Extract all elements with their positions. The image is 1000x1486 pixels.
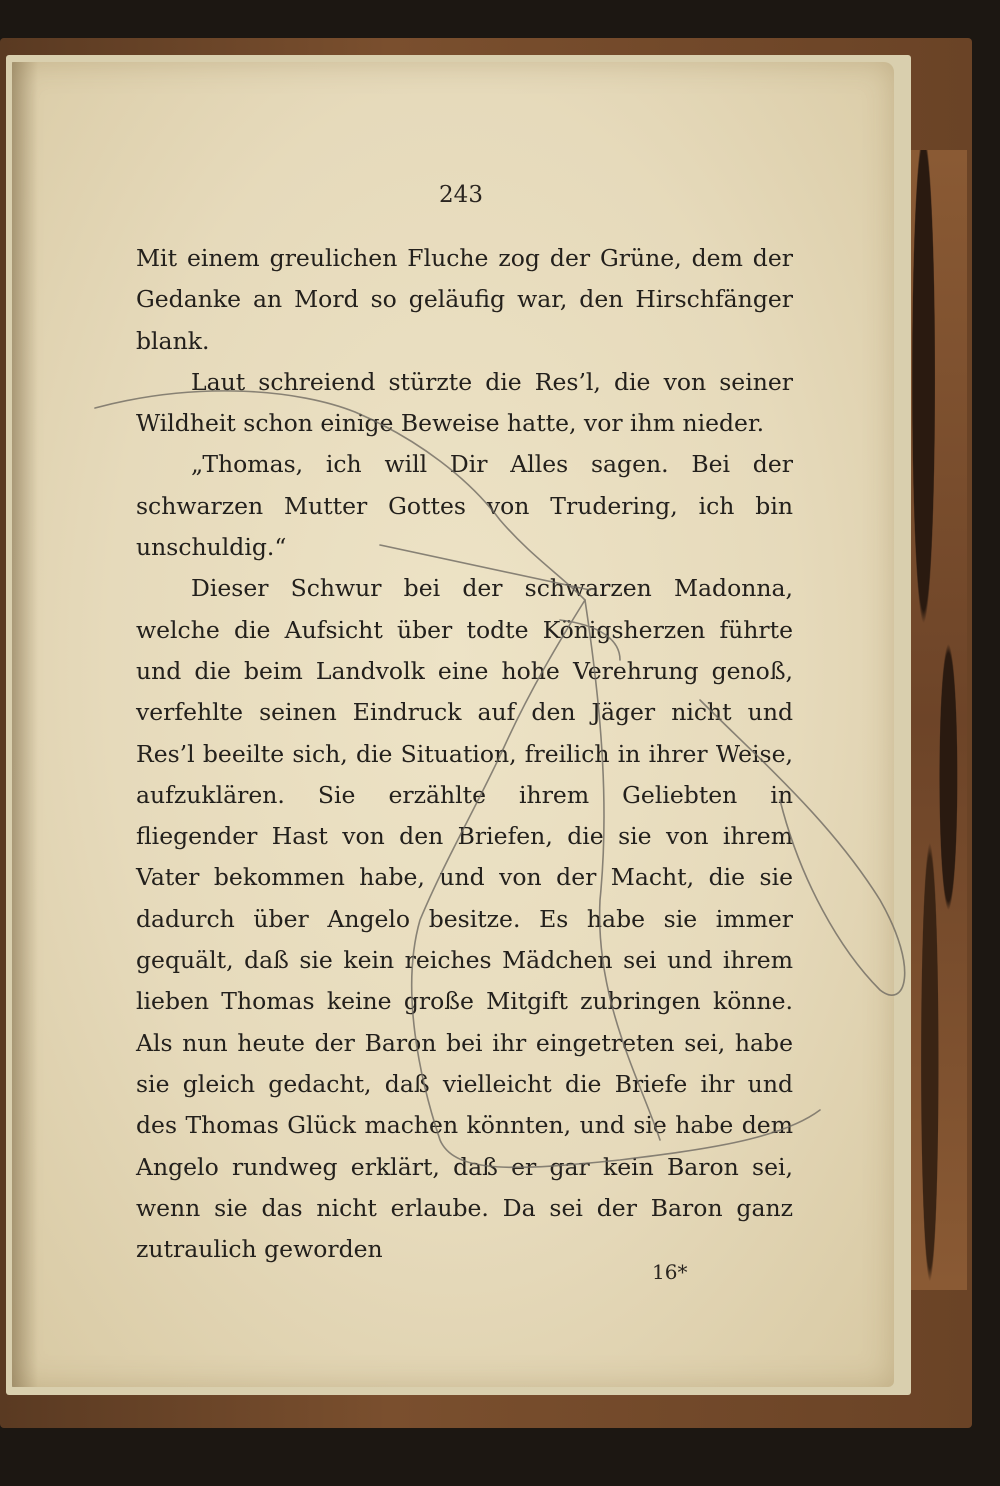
page-gutter-shadow [12,62,38,1387]
paragraph: Dieser Schwur bei der schwarzen Madonna, welche die Aufsicht über todte Königsherzen führte und die beim Landvolk eine hohe Verehrung genoß, verfehlte seinen Eindruck auf den Jäger nicht und Res’l beeilte sich, die Situation, freilich in ihrer Weise, aufzuklären. Sie erzählte ihrem Geliebten in fliegender Hast von den Briefen, die sie von ihrem Vater bekommen habe, und von der Macht, die sie dadurch über Angelo besitze. Es habe sie immer gequält, daß sie kein reiches Mädchen sei und ihrem lieben Thomas keine große Mitgift zubringen könne. Als nun heute der Baron bei ihr eingetreten sei, habe sie gleich gedacht, daß vielleicht die Briefe ihr und des Thomas Glück machen könnten, und sie habe dem Angelo rundweg erklärt, daß er gar kein Baron sei, wenn sie das nicht erlaube. Da sei der Baron ganz zutraulich geworden [136,574,793,1264]
printer-signature-mark: 16* [652,1260,688,1284]
marbled-cover-edge [905,150,967,1290]
paragraph: Mit einem greulichen Fluche zog der Grüne, dem der Gedanke an Mord so geläufig war, den Hirschfänger blank. [136,244,793,355]
paragraph: Laut schreiend stürzte die Res’l, die von seiner Wildheit schon einige Beweise hatte, vor ihm nieder. [136,367,793,438]
body-text [136,238,793,1270]
page-number: 243 [439,182,483,208]
paragraph: „Thomas, ich will Dir Alles sagen. Bei der schwarzen Mutter Gottes von Trudering, ich bin unschuldig.“ [136,450,793,562]
